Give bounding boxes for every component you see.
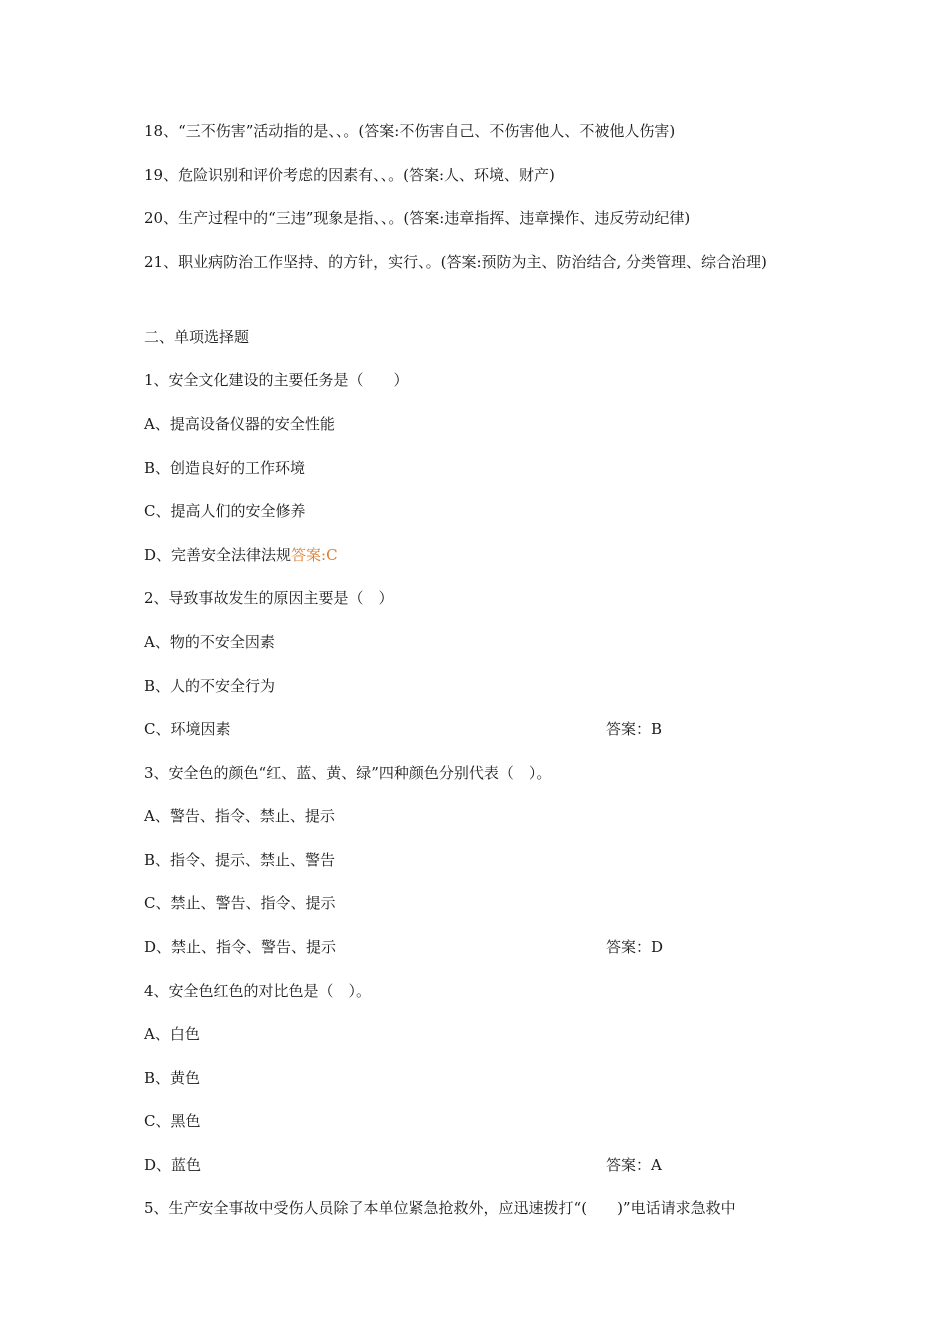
question-5: 5、生产安全事故中受伤人员除了本单位紧急抢救外，应迅速拨打“( )”电话请求急救中 — [144, 1199, 736, 1217]
q3-option-a: A、警告、指令、禁止、提示 — [144, 807, 335, 825]
q1-option-a: A、提高设备仪器的安全性能 — [144, 415, 335, 433]
q2-option-a: A、物的不安全因素 — [144, 633, 275, 651]
section-title: 二、单项选择题 — [144, 328, 250, 346]
q2-option-c: C、环境因素 — [144, 720, 231, 738]
q3-option-d: D、禁止、指令、警告、提示 — [144, 938, 337, 956]
q3-option-b: B、指令、提示、禁止、警告 — [144, 851, 336, 869]
q4-option-b: B、黄色 — [144, 1069, 201, 1087]
q3-answer: 答案：D — [606, 938, 664, 956]
fill-in-item-20: 20、生产过程中的“三违”现象是指、、。(答案:违章指挥、违章操作、违反劳动纪律) — [144, 209, 691, 227]
q1-option-c: C、提高人们的安全修养 — [144, 502, 306, 520]
fill-in-item-19: 19、危险识别和评价考虑的因素有、、。(答案:人、环境、财产) — [144, 166, 555, 184]
q4-answer: 答案：A — [606, 1156, 662, 1174]
question-3: 3、安全色的颜色“红、蓝、黄、绿”四种颜色分别代表（ ）。 — [144, 764, 552, 782]
q4-option-a: A、白色 — [144, 1025, 200, 1043]
question-1: 1、安全文化建设的主要任务是（ ） — [144, 371, 409, 389]
q2-answer: 答案：B — [606, 720, 663, 738]
question-2: 2、导致事故发生的原因主要是（ ） — [144, 589, 394, 607]
q1-option-d-row — [144, 545, 338, 565]
q2-option-b: B、人的不安全行为 — [144, 677, 276, 695]
q1-option-b: B、创造良好的工作环境 — [144, 459, 306, 477]
q4-option-c: C、黑色 — [144, 1112, 201, 1130]
fill-in-item-21: 21、职业病防治工作坚持、的方针，实行、。(答案:预防为主、防治结合, 分类管理、综合治理) — [144, 253, 767, 271]
question-4: 4、安全色红色的对比色是（ ）。 — [144, 982, 372, 1000]
q1-answer: 答案:C — [291, 546, 338, 564]
q1-option-d: D、完善安全法律法规 — [144, 546, 292, 564]
q3-option-c: C、禁止、警告、指令、提示 — [144, 894, 336, 912]
q4-option-d: D、蓝色 — [144, 1156, 202, 1174]
fill-in-item-18: 18、“三不伤害”活动指的是、、。(答案:不伤害自己、不伤害他人、不被他人伤害) — [144, 122, 676, 140]
